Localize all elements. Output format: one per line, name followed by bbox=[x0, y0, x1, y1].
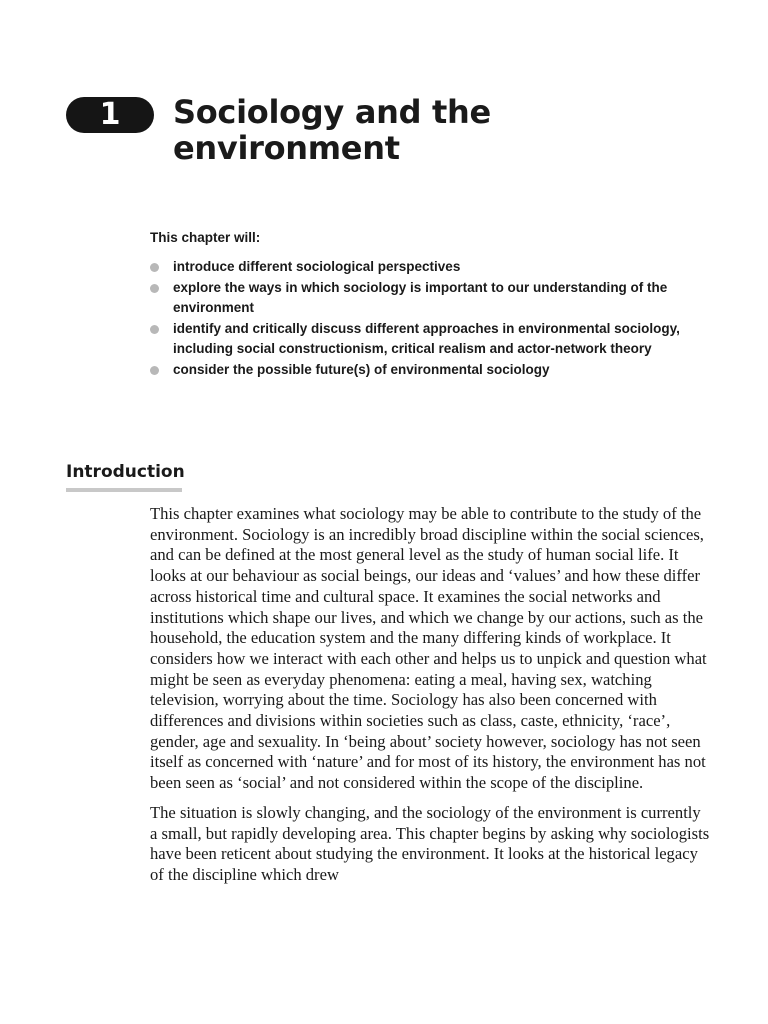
chapter-objectives bbox=[150, 229, 710, 380]
objective-item bbox=[150, 360, 710, 381]
objective-text: identify and critically discuss different approaches in environmental sociology, including social constructionism, critical realism and actor-network theory bbox=[173, 320, 680, 356]
objectives-list bbox=[150, 257, 710, 380]
bullet-icon bbox=[150, 366, 159, 375]
body-paragraph: The situation is slowly changing, and the sociology of the environment is currently a small, but rapidly developing area. This chapter begins by asking why sociologists have been reticent about studying the environment. It looks at the historical legacy of the discipline which drew bbox=[150, 802, 710, 884]
chapter-header bbox=[66, 94, 593, 166]
section-heading: Introduction bbox=[66, 462, 185, 482]
objective-text: explore the ways in which sociology is important to our understanding of the environment bbox=[173, 279, 668, 315]
objectives-heading: This chapter will: bbox=[150, 230, 261, 245]
objective-item bbox=[150, 257, 710, 278]
body-text bbox=[150, 504, 710, 895]
body-paragraph: This chapter examines what sociology may be able to contribute to the study of the environment. Sociology is an incredibly broad discipline within the social sciences, and can be defined at the most general level as the study of human social life. It looks at our behaviour as social beings, our ideas and ‘values’ and how these differ across historical time and cultural space. It examines the social networks and institutions which shape our lives, and which we change by our actions, such as the household, the education system and the many differing kinds of workplace. It considers how we interact with each other and helps us to unpick and question what might be seen as everyday phenomena: eating a meal, having sex, watching television, worrying about the time. Sociology has also been concerned with differences and divisions within societies such as class, caste, ethnicity, ‘race’, gender, age and sexuality. In ‘being about’ society however, sociology has not seen itself as concerned with ‘nature’ and for most of its history, the environment has not been seen as ‘social’ and not considered within the scope of the discipline. bbox=[150, 504, 707, 793]
chapter-number-badge: 1 bbox=[66, 97, 154, 133]
bullet-icon bbox=[150, 284, 159, 293]
objective-item bbox=[150, 278, 710, 319]
objective-item bbox=[150, 319, 710, 360]
bullet-icon bbox=[150, 325, 159, 334]
chapter-title: Sociology and the environment bbox=[173, 93, 491, 167]
objective-text: consider the possible future(s) of environmental sociology bbox=[173, 361, 550, 377]
objective-text: introduce different sociological perspectives bbox=[173, 259, 461, 274]
section-heading-rule bbox=[66, 488, 182, 492]
bullet-icon bbox=[150, 263, 159, 272]
